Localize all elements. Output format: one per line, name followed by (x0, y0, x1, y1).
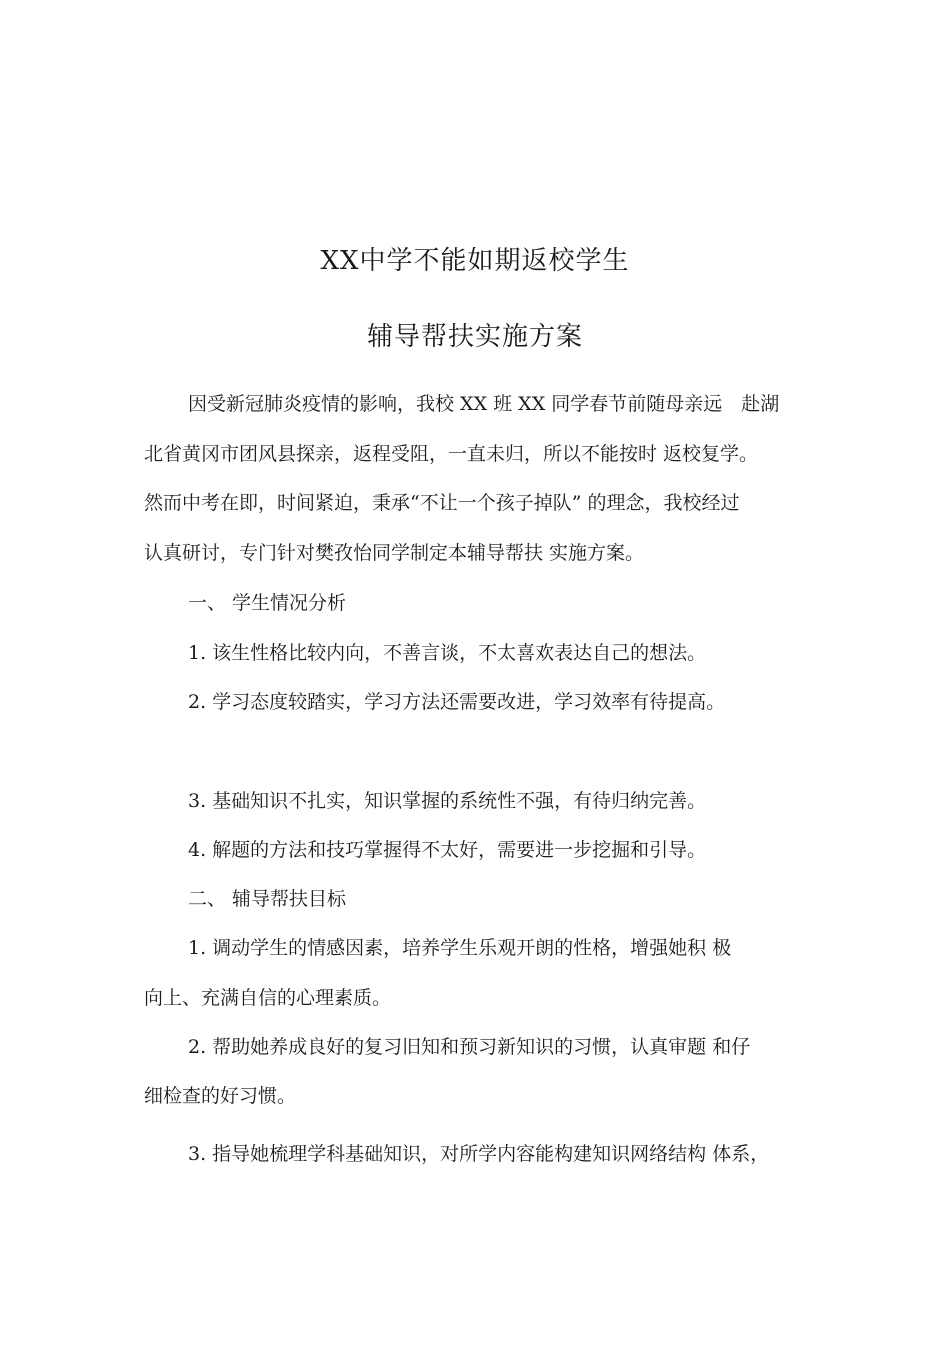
list-item: 2. 帮助她养成良好的复习旧知和预习新知识的习惯，认真审题 和仔 (188, 1036, 751, 1058)
list-item-continuation: 向上、充满自信的心理素质。 (144, 987, 392, 1009)
section-heading: 一、 学生情况分析 (188, 592, 347, 614)
list-item-continuation: 细检查的好习惯。 (144, 1085, 297, 1107)
list-item: 3. 指导她梳理学科基础知识，对所学内容能构建知识网络结构 体系， (188, 1143, 770, 1165)
paragraph-line: 因受新冠肺炎疫情的影响，我校 XX 班 XX 同学春节前随母亲远 赴湖 (188, 393, 780, 415)
list-item: 2. 学习态度较踏实，学习方法还需要改进，学习效率有待提高。 (188, 691, 726, 713)
section-heading: 二、 辅导帮扶目标 (188, 888, 347, 910)
list-item: 4. 解题的方法和技巧掌握得不太好，需要进一步挖掘和引导。 (188, 839, 707, 861)
document-title-line2: 辅导帮扶实施方案 (366, 322, 583, 352)
document-title-line1: XX中学不能如期返校学生 (320, 246, 630, 276)
list-item: 1. 调动学生的情感因素，培养学生乐观开朗的性格，增强她积 极 (188, 937, 732, 959)
paragraph-line: 认真研讨，专门针对樊孜怡同学制定本辅导帮扶 实施方案。 (144, 542, 645, 564)
paragraph-line: 然而中考在即，时间紧迫，秉承“不让一个孩子掉队” 的理念，我校经过 (144, 492, 740, 514)
list-item: 1. 该生性格比较内向，不善言谈，不太喜欢表达自己的想法。 (188, 642, 707, 664)
paragraph-line: 北省黄冈市团风县探亲，返程受阻，一直未归，所以不能按时 返校复学。 (144, 443, 759, 465)
list-item: 3. 基础知识不扎实，知识掌握的系统性不强，有待归纳完善。 (188, 790, 707, 812)
